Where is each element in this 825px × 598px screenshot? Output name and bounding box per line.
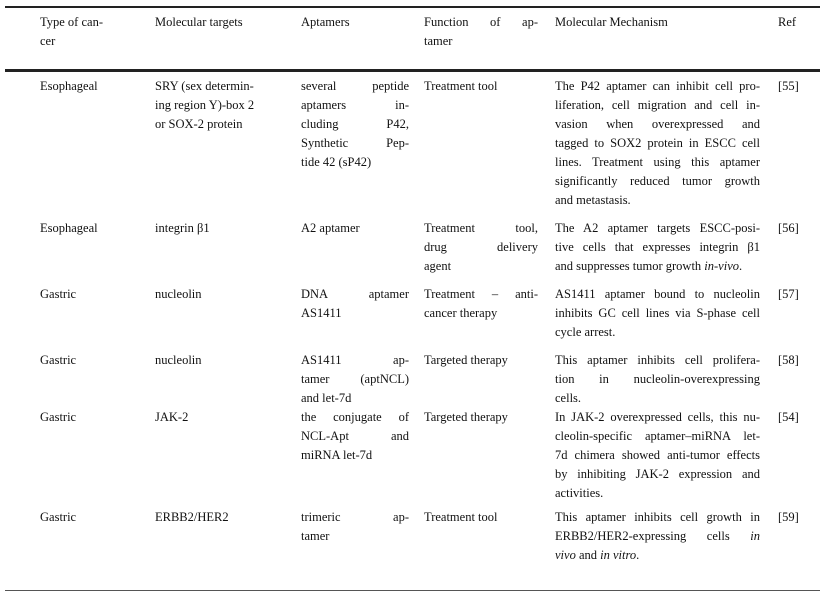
- cell-line: Treatment tool,: [424, 221, 538, 235]
- cell-ref: [778, 77, 818, 96]
- cell-line: cells.: [555, 391, 582, 405]
- cell-aptamer: [301, 508, 409, 546]
- italic-text: in-vivo: [704, 259, 740, 273]
- cell-line: AS1411 ap-: [301, 353, 409, 367]
- cell-line: Treatment tool: [424, 79, 498, 93]
- cell-line: [58]: [778, 353, 799, 367]
- text-segment: and: [575, 548, 601, 562]
- cell-line: Synthetic Pep-: [301, 136, 409, 150]
- cell-line: Ref: [778, 15, 797, 29]
- cell-ref: [778, 351, 818, 370]
- cell-line: Esophageal: [40, 221, 98, 235]
- cell-mechanism: [555, 77, 760, 210]
- cell-function: [424, 408, 538, 427]
- cell-line: tamer (aptNCL): [301, 372, 409, 386]
- text-segment: .: [636, 548, 640, 562]
- cell-line: cancer therapy: [424, 306, 498, 320]
- cell-line: [54]: [778, 410, 799, 424]
- cell-line: [59]: [778, 510, 799, 524]
- cell-line: Gastric: [40, 410, 77, 424]
- cell-line: Targeted therapy: [424, 353, 508, 367]
- cell-molecular-target: [155, 408, 295, 427]
- cell-cancer-type: [40, 219, 150, 238]
- cell-cancer-type: [40, 508, 150, 527]
- cell-line: This aptamer inhibits cell growth in: [555, 510, 760, 524]
- cell-line: [55]: [778, 79, 799, 93]
- cell-aptamer: [301, 351, 409, 408]
- cell-line: [555, 546, 760, 565]
- cell-line: miRNA let-7d: [301, 448, 373, 462]
- cell-line: This aptamer inhibits cell prolifera-: [555, 353, 760, 367]
- cell-line: several peptide: [301, 79, 409, 93]
- cell-line: [555, 527, 760, 546]
- cell-line: Gastric: [40, 287, 77, 301]
- cell-ref: [778, 285, 818, 304]
- cell-molecular-target: [155, 351, 295, 370]
- text-segment: .: [739, 259, 743, 273]
- header-function: [424, 13, 538, 51]
- header-cancer-type: [40, 13, 150, 51]
- cell-line: The P42 aptamer can inhibit cell pro-: [555, 79, 760, 93]
- cell-molecular-target: [155, 508, 295, 527]
- cell-molecular-target: [155, 77, 295, 134]
- cell-line: trimeric ap-: [301, 510, 409, 524]
- cell-line: [56]: [778, 221, 799, 235]
- cell-line: vasion when overexpressed and: [555, 117, 760, 131]
- cell-cancer-type: [40, 351, 150, 370]
- cell-line: AS1411 aptamer bound to nucleolin: [555, 287, 760, 301]
- header-rule: [5, 69, 820, 72]
- cell-line: nucleolin: [155, 353, 202, 367]
- cell-line: [57]: [778, 287, 799, 301]
- cell-line: ERBB2/HER2: [155, 510, 229, 524]
- cell-line: DNA aptamer: [301, 287, 409, 301]
- header-aptamer: [301, 13, 409, 32]
- cell-line: significantly reduced tumor growth: [555, 174, 760, 188]
- cell-line: activities.: [555, 486, 604, 500]
- cell-line: A2 aptamer: [301, 221, 360, 235]
- cell-aptamer: [301, 219, 409, 238]
- cell-line: Molecular Mechanism: [555, 15, 668, 29]
- cell-mechanism: [555, 219, 760, 276]
- italic-text: vivo: [555, 548, 576, 562]
- cell-mechanism: [555, 408, 760, 503]
- cell-line: by inhibiting JAK-2 expression and: [555, 467, 760, 481]
- cell-mechanism: [555, 285, 760, 342]
- cell-function: [424, 219, 538, 276]
- cell-line: JAK-2: [155, 410, 189, 424]
- cell-line: Molecular targets: [155, 15, 243, 29]
- cell-line: Aptamers: [301, 15, 350, 29]
- cell-aptamer: [301, 285, 409, 323]
- header-ref: [778, 13, 818, 32]
- cell-line: nucleolin: [155, 287, 202, 301]
- cell-line: tive cells that expresses integrin β1: [555, 240, 760, 254]
- cell-line: tagged to SOX2 protein in ESCC cell: [555, 136, 760, 150]
- cell-aptamer: [301, 408, 409, 465]
- cell-line: Type of can-: [40, 15, 103, 29]
- cell-function: [424, 77, 538, 96]
- cell-mechanism: [555, 351, 760, 408]
- cell-line: lines. Treatment using this aptamer: [555, 155, 760, 169]
- cell-line: integrin β1: [155, 221, 210, 235]
- cell-line: cluding P42,: [301, 117, 409, 131]
- cell-line: tion in nucleolin-overexpressing: [555, 372, 760, 386]
- cell-line: Esophageal: [40, 79, 98, 93]
- italic-text: in: [750, 529, 760, 543]
- cell-line: ing region Y)-box 2: [155, 98, 255, 112]
- cell-line: liferation, cell migration and cell in-: [555, 98, 760, 112]
- header-molecular-target: [155, 13, 295, 32]
- cell-line: and metastasis.: [555, 193, 631, 207]
- top-rule: [5, 6, 820, 8]
- cell-line: or SOX-2 protein: [155, 117, 243, 131]
- cell-molecular-target: [155, 285, 295, 304]
- cell-line: Treatment – anti-: [424, 287, 538, 301]
- cell-line: AS1411: [301, 306, 342, 320]
- cell-line: In JAK-2 overexpressed cells, this nu-: [555, 410, 760, 424]
- cell-ref: [778, 408, 818, 427]
- cell-line: Targeted therapy: [424, 410, 508, 424]
- cell-mechanism: [555, 508, 760, 565]
- cell-line: NCL-Apt and: [301, 429, 409, 443]
- cell-cancer-type: [40, 285, 150, 304]
- cell-cancer-type: [40, 408, 150, 427]
- cell-ref: [778, 508, 818, 527]
- cell-line: the conjugate of: [301, 410, 409, 424]
- cell-ref: [778, 219, 818, 238]
- cell-line: Gastric: [40, 510, 77, 524]
- cell-line: Function of ap-: [424, 15, 538, 29]
- text-segment: ERBB2/HER2-expressing cells: [555, 529, 751, 543]
- cell-line: drug delivery: [424, 240, 538, 254]
- cell-cancer-type: [40, 77, 150, 96]
- cell-function: [424, 285, 538, 323]
- header-mechanism: [555, 13, 760, 32]
- bottom-rule: [5, 590, 820, 591]
- italic-text: in vitro: [600, 548, 637, 562]
- cell-line: cleolin-specific aptamer–miRNA let-: [555, 429, 760, 443]
- cell-line: SRY (sex determin-: [155, 79, 254, 93]
- cell-function: [424, 351, 538, 370]
- cell-line: Treatment tool: [424, 510, 498, 524]
- cell-line: inhibits GC cell lines via S-phase cell: [555, 306, 760, 320]
- cell-aptamer: [301, 77, 409, 172]
- cell-line: cycle arrest.: [555, 325, 616, 339]
- cell-line: agent: [424, 259, 452, 273]
- cell-line: cer: [40, 34, 56, 48]
- cell-line: tide 42 (sP42): [301, 155, 372, 169]
- text-segment: and suppresses tumor growth: [555, 259, 705, 273]
- cell-line: aptamers in-: [301, 98, 409, 112]
- cell-function: [424, 508, 538, 527]
- cell-molecular-target: [155, 219, 295, 238]
- cell-line: 7d chimera showed anti-tumor effects: [555, 448, 760, 462]
- cell-line: and let-7d: [301, 391, 352, 405]
- cell-line: tamer: [424, 34, 453, 48]
- cell-line: The A2 aptamer targets ESCC-posi-: [555, 221, 760, 235]
- cell-line: tamer: [301, 529, 330, 543]
- cell-line: [555, 257, 760, 276]
- cell-line: Gastric: [40, 353, 77, 367]
